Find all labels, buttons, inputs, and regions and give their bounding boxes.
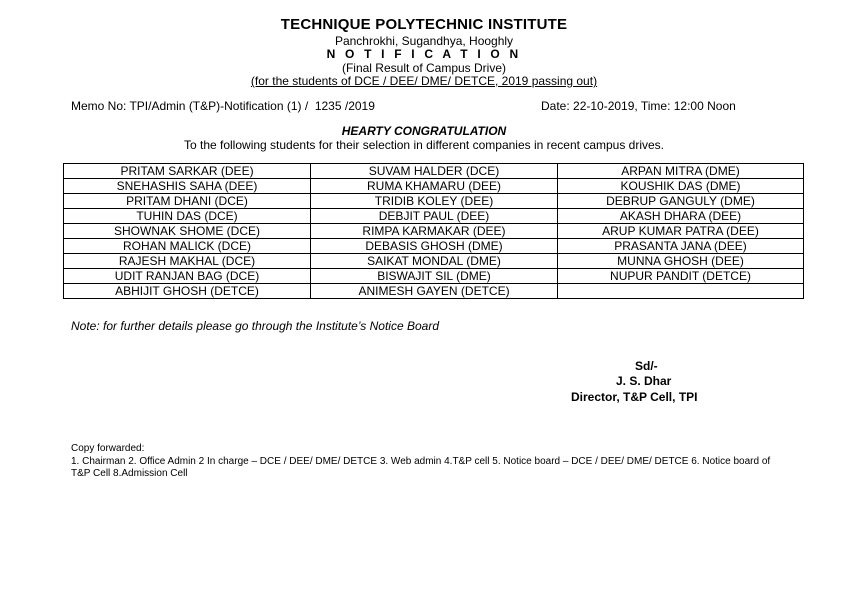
table-row	[64, 194, 804, 209]
student-cell: KOUSHIK DAS (DME)	[558, 179, 804, 194]
student-cell: RAJESH MAKHAL (DCE)	[64, 254, 311, 269]
table-row	[64, 269, 804, 284]
student-cell: ROHAN MALICK (DCE)	[64, 239, 311, 254]
student-cell: ARPAN MITRA (DME)	[558, 164, 804, 179]
table-row	[64, 209, 804, 224]
signatory-title: Director, T&P Cell, TPI	[571, 390, 698, 404]
memo-date: Date: 22-10-2019, Time: 12:00 Noon	[541, 99, 736, 113]
table-row	[64, 239, 804, 254]
table-row	[64, 224, 804, 239]
student-cell: SUVAM HALDER (DCE)	[311, 164, 558, 179]
copy-forwarded-label: Copy forwarded:	[71, 443, 145, 454]
institute-address: Panchrokhi, Sugandhya, Hooghly	[334, 34, 514, 48]
table-row	[64, 179, 804, 194]
student-cell: TUHIN DAS (DCE)	[64, 209, 311, 224]
student-cell: BISWAJIT SIL (DME)	[311, 269, 558, 284]
student-cell: ANIMESH GAYEN (DETCE)	[311, 284, 558, 299]
congrats-heading: HEARTY CONGRATULATION	[341, 124, 507, 138]
student-cell: DEBASIS GHOSH (DME)	[311, 239, 558, 254]
student-cell: NUPUR PANDIT (DETCE)	[558, 269, 804, 284]
student-cell: DEBRUP GANGULY (DME)	[558, 194, 804, 209]
student-cell: RUMA KHAMARU (DEE)	[311, 179, 558, 194]
student-cell: AKASH DHARA (DEE)	[558, 209, 804, 224]
student-cell: ABHIJIT GHOSH (DETCE)	[64, 284, 311, 299]
notice-board-note: Note: for further details please go through the Institute’s Notice Board	[71, 319, 439, 333]
student-cell: PRITAM SARKAR (DEE)	[64, 164, 311, 179]
table-row	[64, 164, 804, 179]
student-cell: PRITAM DHANI (DCE)	[64, 194, 311, 209]
student-cell: SHOWNAK SHOME (DCE)	[64, 224, 311, 239]
institute-name: TECHNIQUE POLYTECHNIC INSTITUTE	[280, 16, 568, 33]
memo-number: Memo No: TPI/Admin (T&P)-Notification (1) / 1235 /2019	[71, 99, 375, 113]
notification-title: N O T I F I C A T I O N	[326, 47, 522, 61]
student-cell: ARUP KUMAR PATRA (DEE)	[558, 224, 804, 239]
table-row	[64, 254, 804, 269]
student-cell: SAIKAT MONDAL (DME)	[311, 254, 558, 269]
signature-sd: Sd/-	[635, 359, 658, 373]
copy-forwarded-list: 1. Chairman 2. Office Admin 2 In charge – DCE / DEE/ DME/ DETCE 3. Web admin 4.T&P cell 5. Notice board – DCE / DEE/ DME/ DETCE 6. Notice board of T&P Cell 8.Admission Cell	[71, 456, 771, 479]
student-cell: SNEHASHIS SAHA (DEE)	[64, 179, 311, 194]
student-cell: DEBJIT PAUL (DEE)	[311, 209, 558, 224]
table-row	[64, 284, 804, 299]
notification-subtitle: (Final Result of Campus Drive)	[341, 61, 507, 75]
notification-audience: (for the students of DCE / DEE/ DME/ DETCE, 2019 passing out)	[250, 74, 598, 88]
congrats-text: To the following students for their selection in different companies in recent campus drives.	[183, 138, 665, 152]
selected-students-table	[63, 163, 804, 299]
student-cell: MUNNA GHOSH (DEE)	[558, 254, 804, 269]
student-cell: PRASANTA JANA (DEE)	[558, 239, 804, 254]
student-cell: TRIDIB KOLEY (DEE)	[311, 194, 558, 209]
signatory-name: J. S. Dhar	[616, 374, 672, 388]
student-cell: UDIT RANJAN BAG (DCE)	[64, 269, 311, 284]
student-cell-empty	[558, 284, 804, 299]
student-cell: RIMPA KARMAKAR (DEE)	[311, 224, 558, 239]
